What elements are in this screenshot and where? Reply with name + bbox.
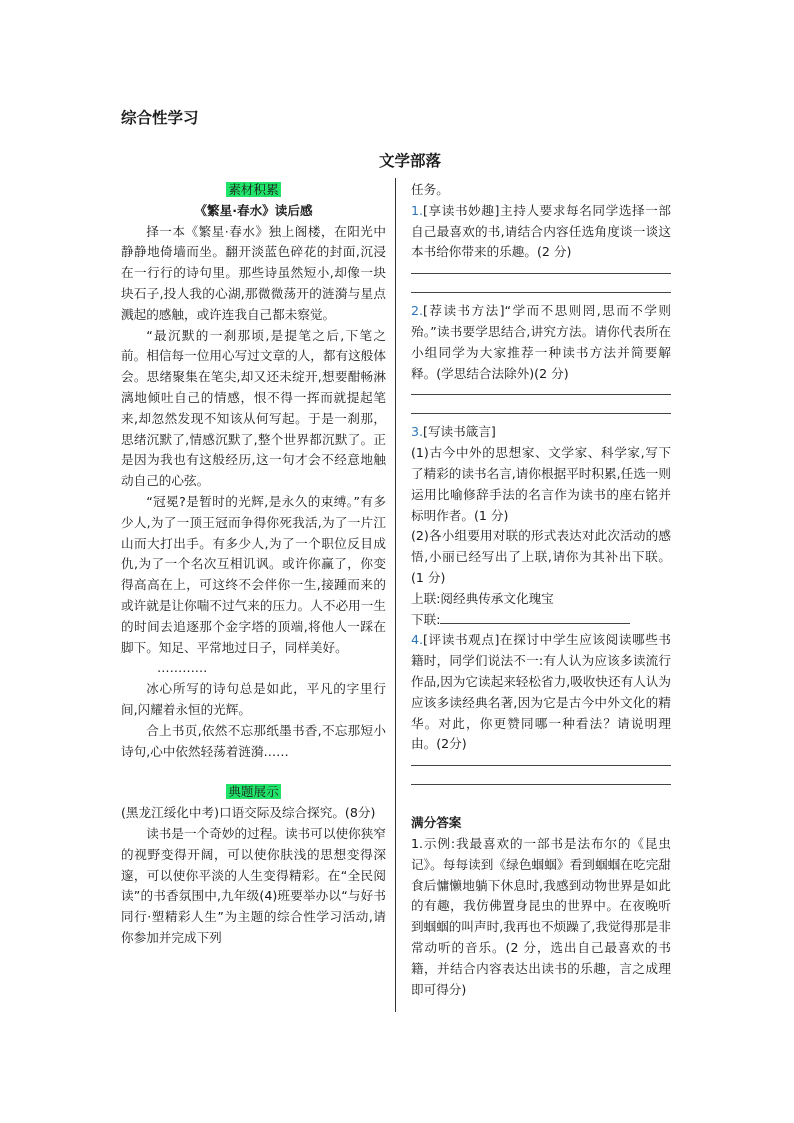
right-column [411,180,671,1000]
answer-line [411,282,671,293]
answer-line [411,755,671,766]
essay-title: 《繁星·春水》读后感 [194,202,313,218]
answer-line [411,263,671,274]
exam-intro: 读书是一个奇妙的过程。读书可以使你狭窄的视野变得开阔，可以使你肤浅的思想变得深邃，可以使你平淡的人生变得精彩。在“全民阅读”的书香氛围中,九年级(4)班要举办以“与好书同行·塑精彩人生”为主题的综合性学习活动,请你参加并完成下列 [121,825,386,945]
essay-paragraph-3: “冠冕?是暂时的光辉,是永久的束缚。”有多少人,为了一顶王冠而争得你死我活,为了一片江山而大打出手。有多少人,为了一个职位反目成仇,为了一个名次互相讥讽。或许你赢了，你变得高高在上，可这终不会伴你一生,接踵而来的或许就是让你喘不过气来的压力。人不必用一生的时间去追逐那个金字塔的顶端,将他人一踩在脚下。知足、平常地过日子，同样美好。 [121,493,386,655]
answer-line [411,403,671,414]
question-3: 3.[写读书箴言] [411,424,496,440]
answers-title: 满分答案 [411,815,462,831]
question-1: 1.[享读书妙趣]主持人要求每名同学选择一部自己最喜欢的书,请结合内容任选角度谈一谈这本书给你带来的乐趣。(2 分) [411,202,671,260]
intro-continued: 任务。 [411,182,449,197]
ellipsis-line: ………… [157,660,208,676]
couplet-first-line: 上联:阅经典传承文化瑰宝 [411,590,554,606]
answer-line [411,384,671,395]
question-3-part-1: (1)古今中外的思想家、文学家、科学家,写下了精彩的读书名言,请你根据平时积累,任选一则运用比喻修辞手法的名言作为读书的座右铭并标明作者。(1 分) [411,445,671,523]
answer-line [411,774,671,785]
essay-paragraph-2: “最沉默的一刹那顷,是提笔之后,下笔之前。相信每一位用心写过文章的人，都有这般体会。思绪聚集在笔尖,却又还未绽开,想要酣畅淋漓地倾吐自己的情感，恨不得一挥而就提起笔来,却忽然发现不知该从何写起。于是一刹那，思绪沉默了,情感沉默了,整个世界都沉默了。正是因为我也有这般经历,这一句才会不经意地触动自己的心弦。 [121,327,386,489]
column-divider [395,178,396,1012]
tag-material: 素材积累 [228,182,279,197]
question-4: 4.[评读书观点]在探讨中学生应该阅读哪些书籍时，同学们说法不一:有人认为应该多读流行作品,因为它读起来轻松省力,吸收快还有人认为应该多读经典名著,因为它是古今中外文化的精华。对此，你更赞同哪一种看法？请说明理由。(2分) [411,632,671,752]
section-title: 综合性学习 [121,109,199,127]
essay-paragraph-4: 冰心所写的诗句总是如此，平凡的字里行间,闪耀着永恒的光辉。 [121,681,386,717]
couplet-second-line: 下联: [411,610,671,631]
tag-exam: 典题展示 [228,784,279,800]
question-2: 2.[荐读书方法]“学而不思则罔,思而不学则殆。”读书要学思结合,讲究方法。请你代表所在小组同学为大家推荐一种读书方法并简要解释。(学思结合法除外)(2 分) [411,303,671,381]
answer-1: 1.示例:我最喜欢的一部书是法布尔的《昆虫记》。每每读到《绿色蝈蝈》看到蝈蝈在吃完甜食后慵懒地躺下休息时,我感到动物世界是如此的有趣，我仿佛置身昆虫的世界中。在夜晚听到蝈蝈的叫声时,我再也不烦躁了,我觉得那是非常动听的音乐。(2 分，选出自己最喜欢的书籍，并结合内容表达出读书的乐趣，言之成理即可得分) [411,835,671,997]
left-column [121,180,386,949]
question-3-part-2: (2)各小组要用对联的形式表达对此次活动的感悟,小丽已经写出了上联,请你为其补出下联。(1 分) [411,528,671,585]
essay-paragraph-5: 合上书页,依然不忘那纸墨书香,不忘那短小诗句,心中依然轻荡着涟漪…… [121,722,386,759]
essay-paragraph-1: 择一本《繁星·春水》独上阁楼，在阳光中静静地倚墙而坐。翻开淡蓝色碎花的封面,沉浸在一行行的诗句里。那些诗虽然短小,却像一块块石子,投人我的心湖,那微微荡开的涟漪与星点溅起的感触，或许连我自己都未察觉。 [121,223,386,322]
exam-source: (黑龙江绥化中考)口语交际及综合探究。(8分) [121,805,376,821]
main-title: 文学部落 [378,152,441,170]
